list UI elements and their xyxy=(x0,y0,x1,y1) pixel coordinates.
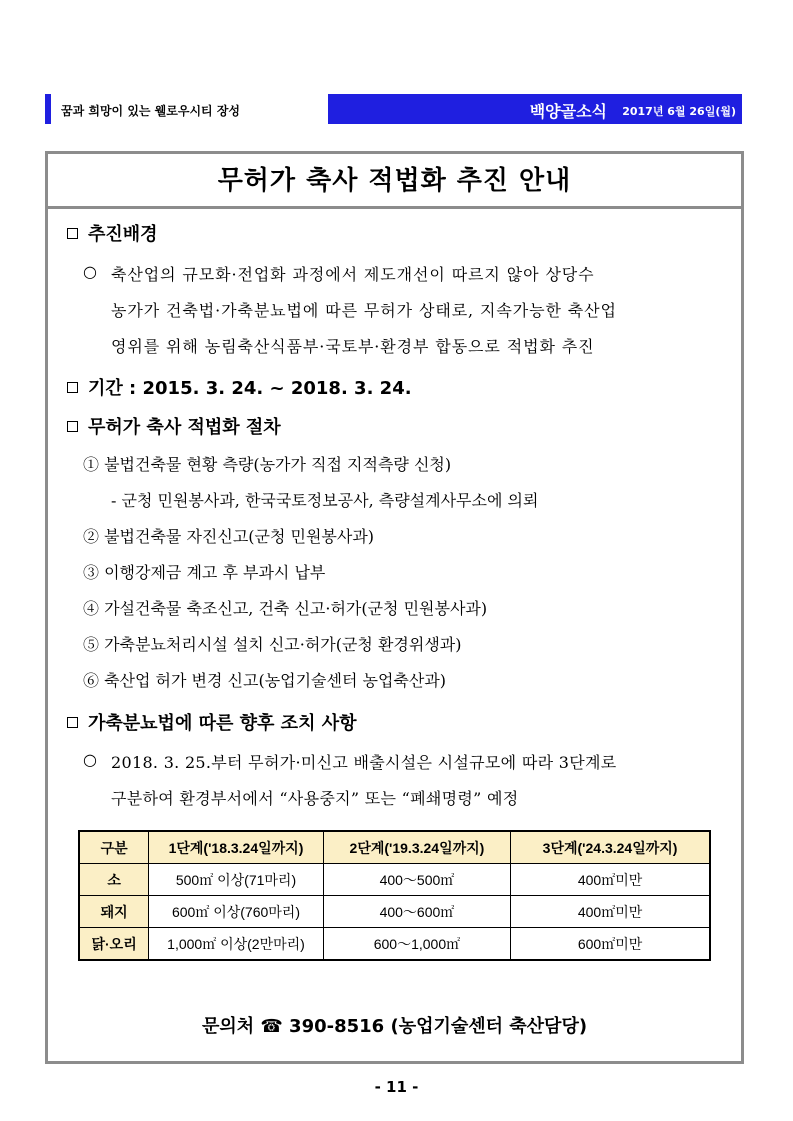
table-cell: 400㎡미만 xyxy=(511,864,710,896)
table-row xyxy=(79,928,710,961)
section-heading-text: 무허가 축사 적법화 절차 xyxy=(88,417,281,438)
table-cell: 1,000㎡ 이상(2만마리) xyxy=(149,928,323,961)
measures-schedule-table xyxy=(78,830,711,961)
checkbox-square-icon xyxy=(67,382,78,393)
table-row-label: 돼지 xyxy=(79,896,149,928)
procedure-step-4: ④ 가설건축물 축조신고, 건축 신고·허가(군청 민원봉사과) xyxy=(83,599,488,618)
procedure-step-3: ③ 이행강제금 계고 후 부과시 납부 xyxy=(83,563,326,582)
table-cell: 500㎡ 이상(71마리) xyxy=(149,864,323,896)
table-header-cell: 2단계('19.3.24일까지) xyxy=(323,831,510,864)
table-row xyxy=(79,864,710,896)
table-row xyxy=(79,896,710,928)
table-header-row xyxy=(79,831,710,864)
section-heading-background xyxy=(67,220,158,246)
section-heading-period xyxy=(67,374,412,400)
table-cell: 400㎡미만 xyxy=(511,896,710,928)
checkbox-square-icon xyxy=(67,421,78,432)
issue-date: 2017년 6월 26일(월) xyxy=(622,105,736,118)
table-header-cell: 1단계('18.3.24일까지) xyxy=(149,831,323,864)
table-cell: 600～1,000㎡ xyxy=(323,928,510,961)
measures-bullet: ○ xyxy=(83,750,97,769)
section-heading-text: 가축분뇨법에 따른 향후 조치 사항 xyxy=(88,713,357,734)
section-heading-measures xyxy=(67,709,357,735)
newsletter-name: 백양골소식 xyxy=(529,102,607,121)
table-row-label: 닭·오리 xyxy=(79,928,149,961)
contact-info: 문의처 ☎ 390-8516 (농업기술센터 축산담당) xyxy=(201,1016,588,1037)
header-slogan: 꿈과 희망이 있는 웰로우시티 장성 xyxy=(61,104,241,118)
background-line-3: 영위를 위해 농림축산식품부·국토부·환경부 합동으로 적법화 추진 xyxy=(111,337,595,356)
checkbox-square-icon xyxy=(67,717,78,728)
procedure-step-6: ⑥ 축산업 허가 변경 신고(농업기술센터 농업축산과) xyxy=(83,671,447,690)
table-row-label: 소 xyxy=(79,864,149,896)
table-cell: 600㎡미만 xyxy=(511,928,710,961)
procedure-step-2: ② 불법건축물 자진신고(군청 민원봉사과) xyxy=(83,527,375,546)
checkbox-square-icon xyxy=(67,228,78,239)
procedure-step-5: ⑤ 가축분뇨처리시설 설치 신고·허가(군청 환경위생과) xyxy=(83,635,462,654)
newsletter-header xyxy=(45,94,742,124)
table-header-cell: 구분 xyxy=(79,831,149,864)
background-line-1: 축산업의 규모화·전업화 과정에서 제도개선이 따르지 않아 상당수 xyxy=(111,265,595,284)
measures-line-1: 2018. 3. 25.부터 무허가·미신고 배출시설은 시설규모에 따라 3단계로 xyxy=(111,753,617,772)
background-bullet: ○ xyxy=(83,262,97,281)
page-number: - 11 - xyxy=(374,1078,419,1096)
procedure-step-1: ① 불법건축물 현황 측량(농가가 직접 지적측량 신청) xyxy=(83,455,452,474)
article-frame xyxy=(45,151,744,1064)
table-header-cell: 3단계('24.3.24일까지) xyxy=(511,831,710,864)
header-accent-bar xyxy=(45,94,51,124)
measures-line-2: 구분하여 환경부서에서 “사용중지” 또는 “폐쇄명령” 예정 xyxy=(111,789,519,808)
section-heading-text: 기간 : 2015. 3. 24. ~ 2018. 3. 24. xyxy=(88,378,412,399)
table-cell: 400～600㎡ xyxy=(323,896,510,928)
section-heading-text: 추진배경 xyxy=(88,224,158,245)
background-line-2: 농가가 건축법·가축분뇨법에 따른 무허가 상태로, 지속가능한 축산업 xyxy=(111,301,617,320)
article-title: 무허가 축사 적법화 추진 안내 xyxy=(48,154,741,209)
table-cell: 600㎡ 이상(760마리) xyxy=(149,896,323,928)
table-cell: 400～500㎡ xyxy=(323,864,510,896)
procedure-step-1-detail: - 군청 민원봉사과, 한국국토정보공사, 측량설계사무소에 의뢰 xyxy=(111,491,539,510)
section-heading-procedure xyxy=(67,413,281,439)
